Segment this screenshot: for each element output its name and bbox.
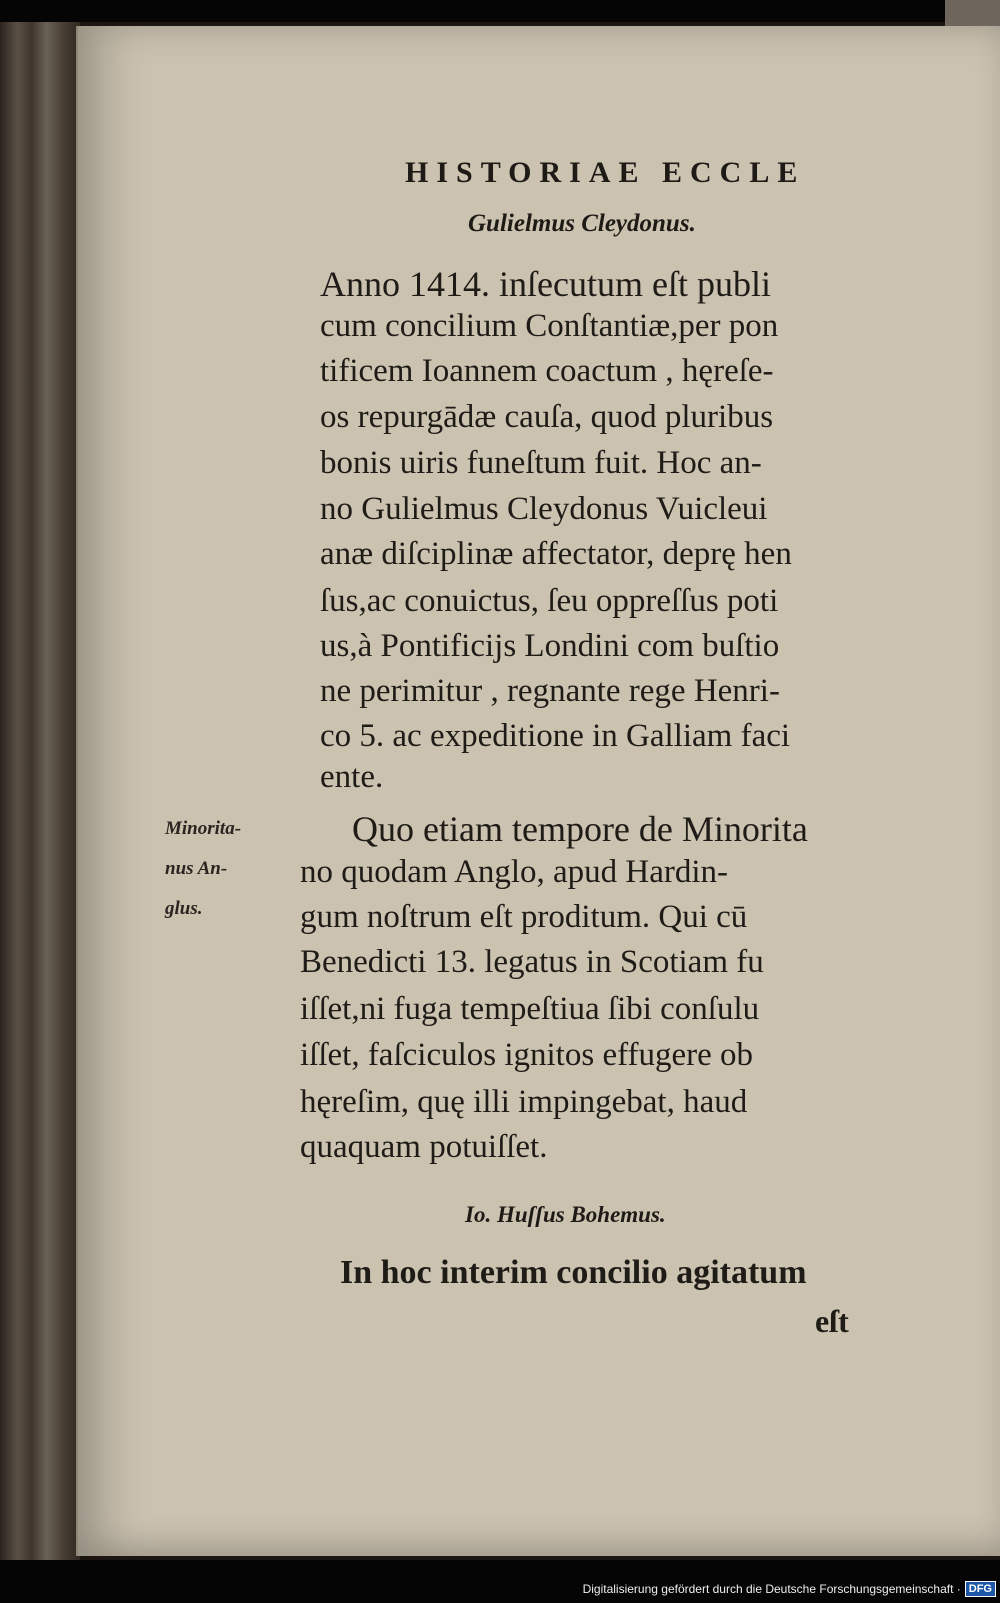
text-line: no Gulielmus Cleydonus Vuicleui — [320, 491, 768, 527]
text-line: ſus,ac conuictus, ſeu oppreſſus poti — [320, 583, 779, 619]
text-line: gum noſtrum eſt proditum. Qui cū — [300, 899, 748, 935]
book-page — [76, 26, 1000, 1556]
margin-note-line: glus. — [165, 898, 203, 919]
text-line: Benedicti 13. legatus in Scotiam fu — [300, 944, 764, 980]
text-line: quaquam potuiſſet. — [300, 1129, 548, 1165]
text-line: co 5. ac expeditione in Galliam faci — [320, 718, 791, 754]
catchword: eſt — [815, 1303, 849, 1339]
section-heading-hussus: Io. Huſſus Bohemus. — [465, 1202, 666, 1227]
digitization-footer — [583, 1581, 996, 1597]
text-line: cum concilium Conſtantiæ,per pon — [320, 308, 779, 344]
text-line: iſſet,ni fuga tempeſtiua ſibi conſulu — [300, 991, 760, 1027]
text-line: us,à Pontificijs Londini com buſtio — [320, 628, 780, 664]
text-line: In hoc interim concilio agitatum — [340, 1254, 807, 1291]
text-line: ne perimitur , regnante rege Henri- — [320, 673, 780, 709]
page-edges — [0, 22, 80, 1560]
text-line: Quo etiam tempore de Minorita — [352, 809, 808, 849]
text-line: tificem Ioannem coactum , hęreſe- — [320, 353, 774, 389]
dfg-logo: DFG — [965, 1581, 996, 1597]
text-line: ente. — [320, 759, 384, 795]
margin-note-line: Minorita- — [165, 818, 242, 839]
text-line: iſſet, faſciculos ignitos effugere ob — [300, 1037, 754, 1073]
text-line: anæ diſciplinæ affectator, deprę hen — [320, 536, 792, 572]
running-head: HISTORIAE ECCLE — [405, 156, 806, 189]
text-line: Anno 1414. inſecutum eſt publi — [320, 264, 771, 304]
text-line: os repurgādæ cauſa, quod pluribus — [320, 399, 774, 435]
section-heading-cleydonus: Gulielmus Cleydonus. — [468, 210, 696, 237]
footer-text: Digitalisierung gefördert durch die Deutsche Forschungsgemeinschaft · — [582, 1582, 961, 1596]
text-line: bonis uiris funeſtum fuit. Hoc an- — [320, 445, 762, 481]
margin-note-line: nus An- — [165, 858, 228, 879]
text-line: no quodam Anglo, apud Hardin- — [300, 854, 729, 890]
text-line: hęreſim, quę illi impingebat, haud — [300, 1084, 748, 1120]
